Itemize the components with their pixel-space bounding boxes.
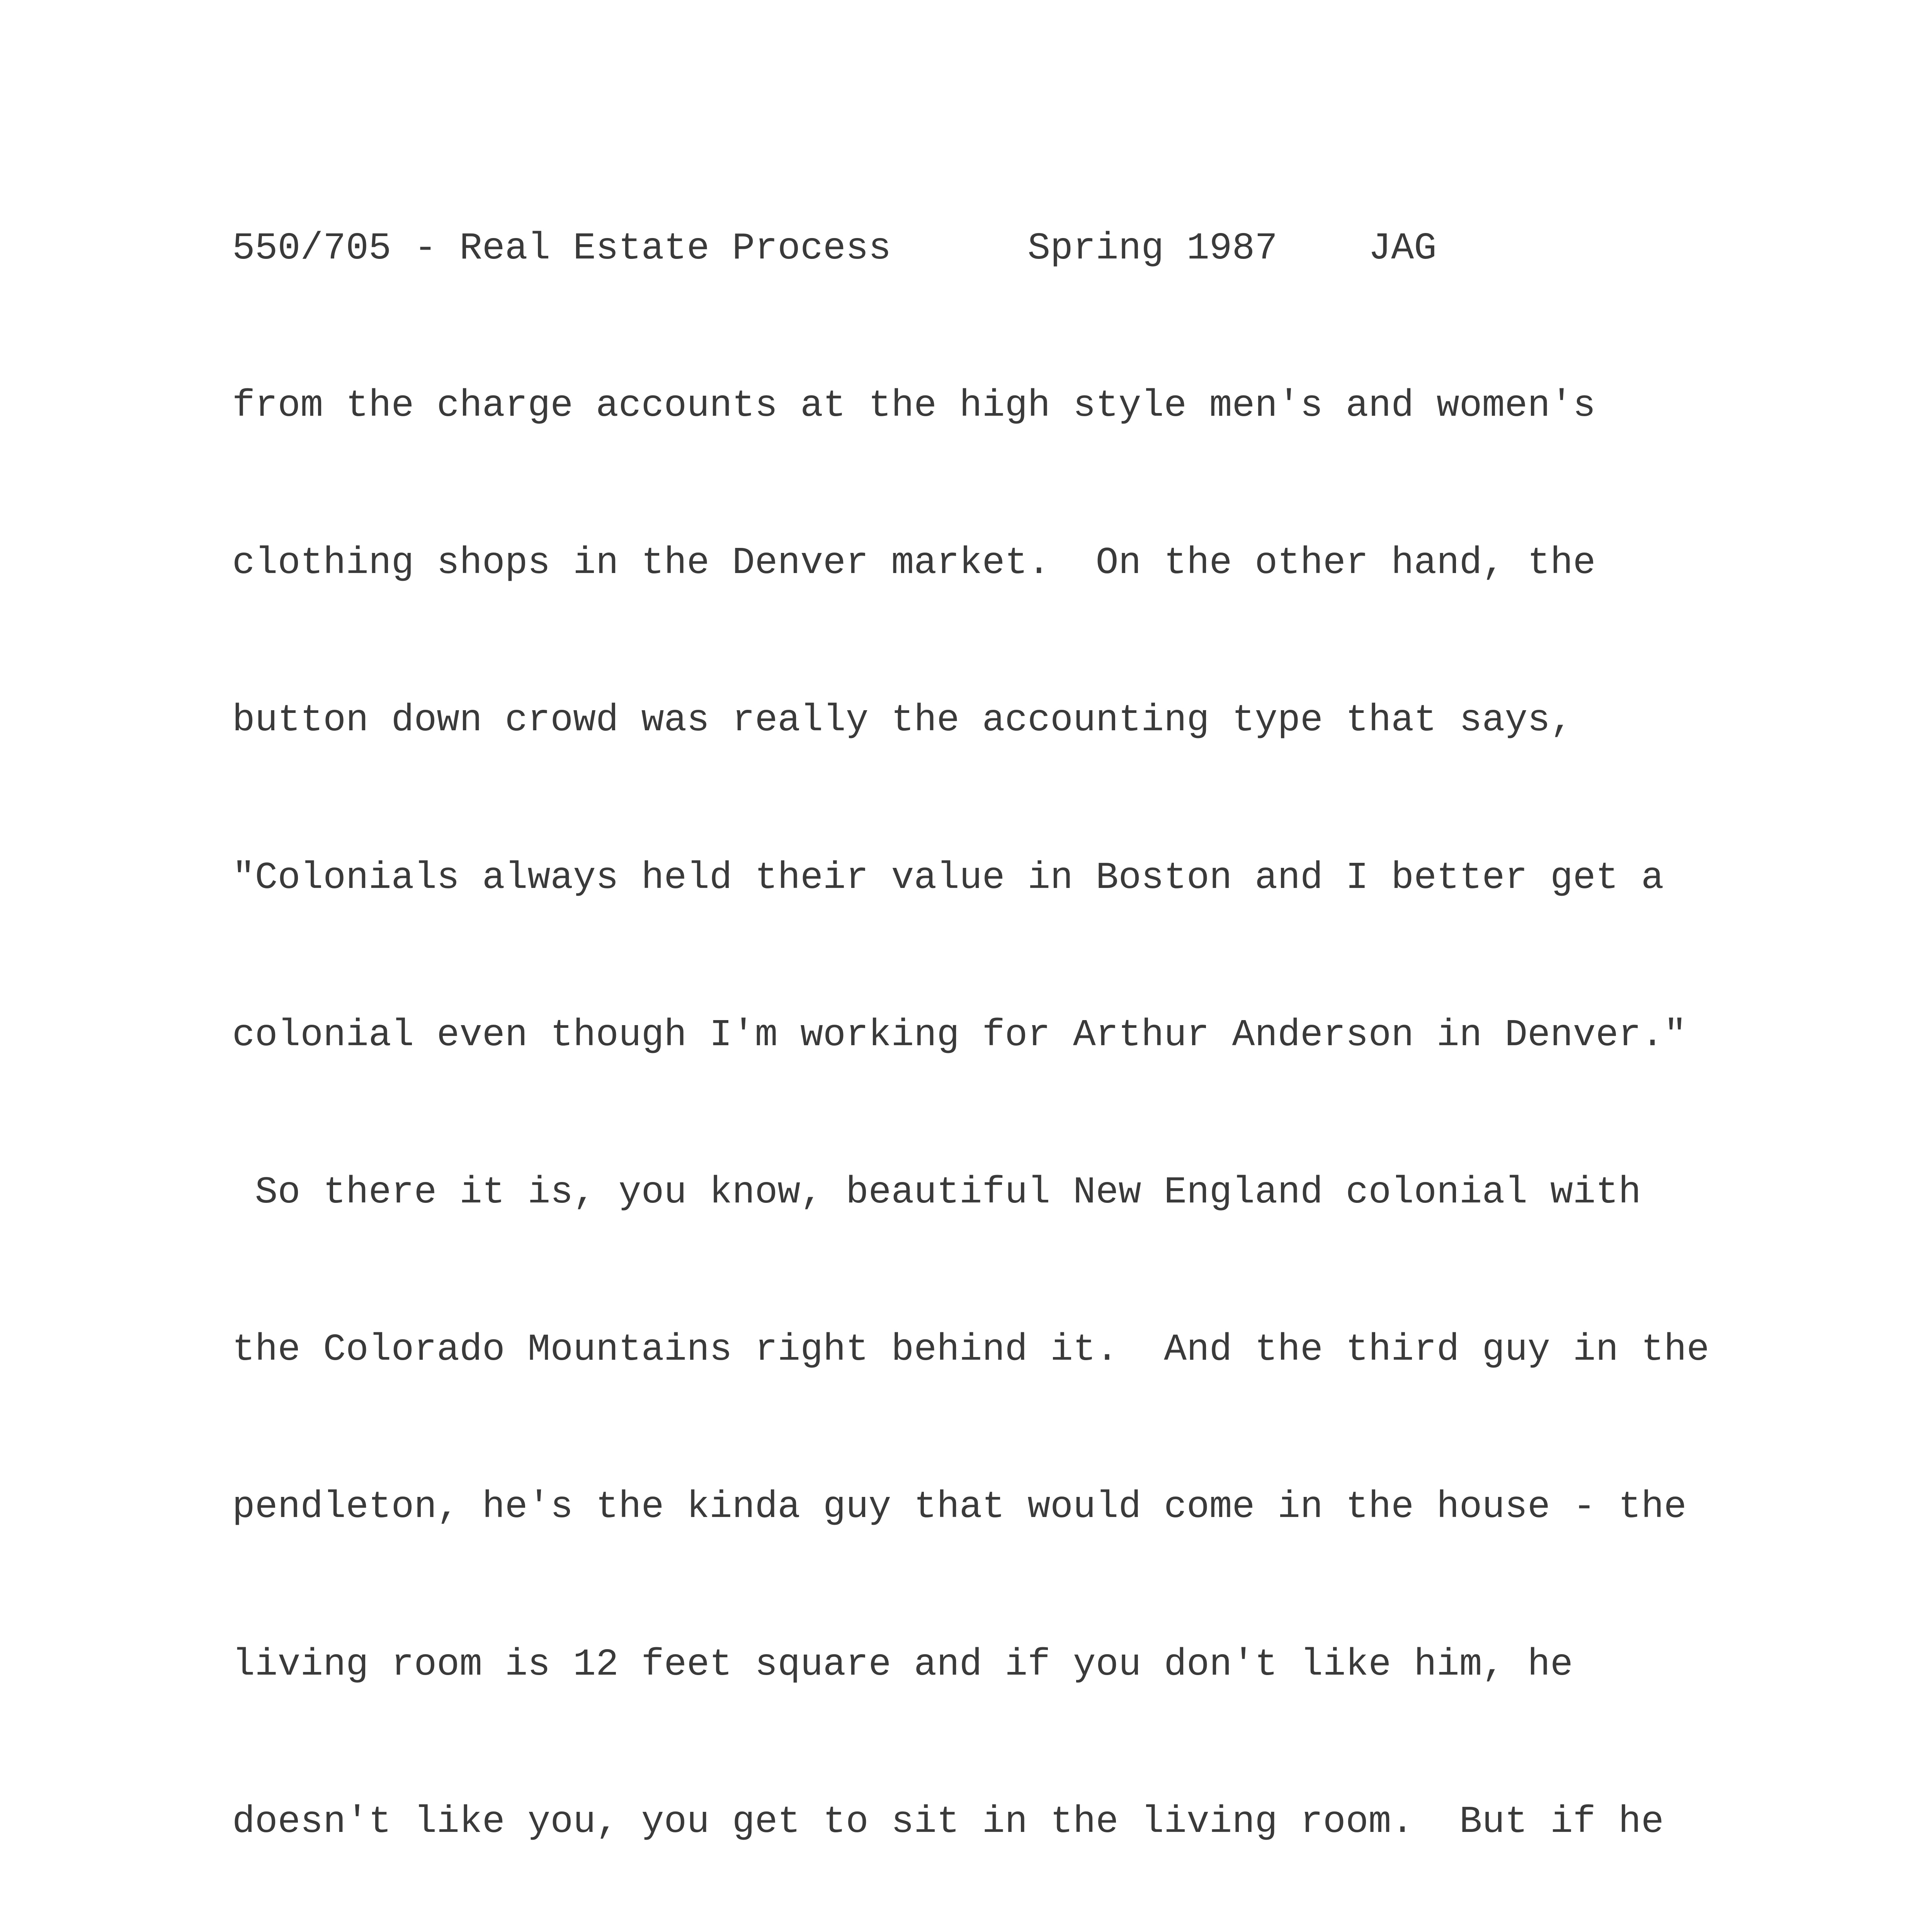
text-line: So there it is, you know, beautiful New England colonial with (232, 1171, 1641, 1214)
text-line: pendleton, he's the kinda guy that would come in the house - the (232, 1486, 1687, 1529)
text-line: clothing shops in the Denver market. On the other hand, the (232, 542, 1596, 585)
text-line: from the charge accounts at the high style men's and women's (232, 384, 1596, 427)
text-line: button down crowd was really the accounting type that says, (232, 699, 1573, 742)
body-text (232, 311, 1709, 1932)
text-line: "Colonials always held their value in Boston and I better get a (232, 856, 1664, 900)
text-line: living room is 12 feet square and if you don't like him, he (232, 1643, 1573, 1686)
page-header: 550/705 - Real Estate Process Spring 1987 JAG (232, 227, 1437, 270)
text-line: doesn't like you, you get to sit in the living room. But if he (232, 1800, 1664, 1844)
text-line: colonial even though I'm working for Arthur Anderson in Denver." (232, 1014, 1687, 1057)
text-line: the Colorado Mountains right behind it. And the third guy in the (232, 1328, 1709, 1372)
